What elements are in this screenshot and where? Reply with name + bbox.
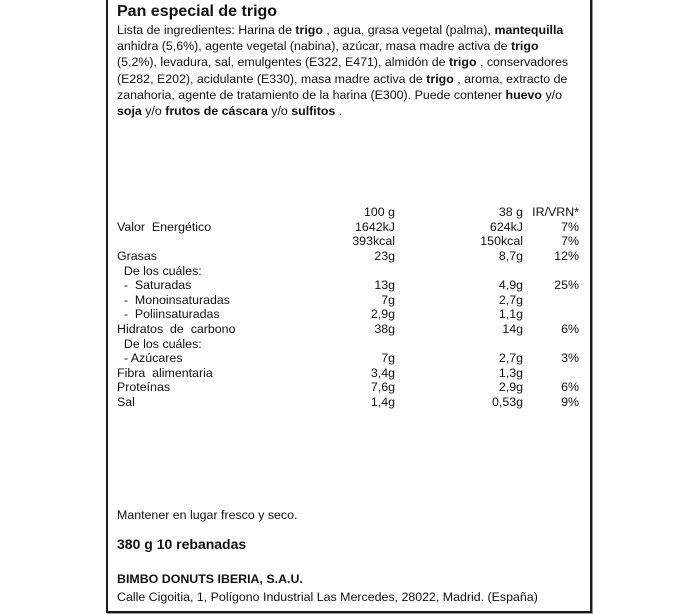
per-serving-value: 1,3g	[498, 365, 523, 380]
per-serving-value: 2,9g	[498, 380, 523, 395]
nutrition-row	[117, 380, 579, 395]
ir-vrn-header: IR/VRN*	[532, 205, 579, 220]
ingredient-text: , agua, grasa vegetal (palma),	[322, 23, 495, 37]
allergen-highlight: frutos de cáscara	[165, 104, 268, 119]
nutrition-row	[117, 395, 579, 410]
nutrition-table	[117, 205, 579, 409]
allergen-highlight: trigo	[426, 71, 454, 86]
nutrient-label: Fibra alimentaria	[117, 365, 213, 380]
ir-vrn-value: 6%	[561, 321, 579, 336]
ingredient-text: .	[335, 104, 343, 119]
ingredient-text: anhidra (5,6%), agente vegetal (nabina), azúcar, masa madre activa de	[117, 39, 511, 54]
nutrient-label: De los cuáles:	[117, 263, 202, 278]
ingredient-text: y/o	[267, 104, 292, 119]
nutrition-row	[117, 249, 579, 264]
ingredient-text: , aroma, extracto de zanahoria, agente de tratamiento de la harina (E300). Puede contener	[117, 71, 568, 102]
ingredient-text: , conservadores (E282, E202), acidulante (E330), masa madre activa de	[117, 55, 569, 86]
nutrition-header-label	[117, 205, 317, 220]
per-serving-value: 14g	[502, 321, 523, 336]
ir-vrn-value: 25%	[554, 278, 579, 293]
nutrient-label: - Saturadas	[117, 278, 192, 293]
per-100g-value: 23g	[374, 249, 395, 263]
nutrition-row	[117, 366, 579, 381]
allergen-highlight: huevo	[505, 87, 543, 102]
allergen-highlight: mantequilla	[494, 23, 564, 37]
nutrition-row	[117, 307, 579, 322]
per-serving-header: 38 g	[498, 205, 523, 220]
per-serving-value: 1,1g	[498, 307, 523, 322]
per-serving-value: 2,7g	[498, 351, 523, 366]
ingredient-text: (5,2%), levadura, sal, emulgentes (E322, E471), almidón de	[117, 55, 449, 70]
per-serving-value	[395, 337, 523, 352]
per-serving-value: 624kJ	[489, 219, 523, 234]
ir-vrn-value	[523, 307, 579, 322]
ir-vrn-value	[523, 366, 579, 381]
per-100g-value: 7g	[381, 292, 395, 307]
per-100g-value: 2,9g	[370, 307, 395, 322]
per-serving-value: 150kcal	[480, 234, 523, 249]
ir-vrn-value	[523, 337, 579, 352]
product-title: Pan especial de trigo	[117, 3, 278, 20]
per-100g-value: 393kcal	[352, 234, 395, 249]
nutrition-row	[117, 322, 579, 337]
nutrition-row	[117, 351, 579, 366]
ir-vrn-value: 9%	[561, 394, 579, 409]
nutrient-label: Sal	[117, 394, 135, 409]
ingredient-text: y/o	[141, 104, 166, 119]
nutrient-label: Valor Energético	[117, 219, 212, 234]
ir-vrn-value	[523, 264, 579, 279]
allergen-highlight: trigo	[295, 23, 323, 37]
per-100g-value: 7g	[381, 351, 395, 366]
nutrition-row	[117, 278, 579, 293]
per-100g-value: 7,6g	[370, 380, 395, 395]
product-label-panel	[106, 0, 592, 613]
allergen-highlight: trigo	[448, 55, 477, 70]
ir-vrn-value: 6%	[561, 380, 579, 395]
per-100g-value: 13g	[374, 278, 395, 293]
per-serving-value	[395, 264, 523, 279]
nutrition-row	[117, 234, 579, 249]
ingredients-list	[117, 22, 579, 119]
ir-vrn-value: 7%	[561, 234, 579, 249]
nutrient-label: Proteínas	[117, 380, 171, 395]
per-100g-value: 38g	[374, 321, 395, 336]
per-100g-value	[317, 264, 395, 279]
net-weight: 380 g 10 rebanadas	[117, 535, 247, 552]
per-100g-header: 100 g	[363, 205, 395, 220]
ir-vrn-value	[523, 293, 579, 308]
nutrient-label	[117, 234, 317, 249]
nutrient-label: - Monoinsaturadas	[117, 292, 230, 307]
nutrition-rows	[117, 220, 579, 410]
allergen-highlight: sulfitos	[291, 104, 336, 119]
nutrient-label: De los cuáles:	[117, 336, 202, 351]
company-address: Calle Cigoitia, 1, Polígono Industrial Las Mercedes, 28022, Madrid. (España)	[117, 589, 538, 604]
nutrition-row	[117, 220, 579, 235]
per-100g-value: 3,4g	[370, 365, 395, 380]
nutrition-row	[117, 264, 579, 279]
per-100g-value: 1642kJ	[355, 219, 395, 234]
ir-vrn-value: 3%	[561, 351, 579, 366]
per-100g-value	[317, 337, 395, 352]
nutrition-row	[117, 293, 579, 308]
ir-vrn-value: 7%	[561, 219, 579, 234]
per-serving-value: 8,7g	[498, 249, 523, 263]
storage-instructions: Mantener en lugar fresco y seco.	[117, 507, 298, 522]
nutrient-label: - Poliinsaturadas	[117, 307, 220, 322]
per-100g-value: 1,4g	[370, 394, 395, 409]
nutrient-label: - Azúcares	[117, 351, 183, 366]
allergen-highlight: soja	[117, 104, 142, 119]
nutrition-row	[117, 337, 579, 352]
per-serving-value: 4,9g	[498, 278, 523, 293]
company-name: BIMBO DONUTS IBERIA, S.A.U.	[117, 571, 303, 586]
ingredient-text: y/o	[542, 87, 562, 102]
nutrition-header-row	[117, 205, 579, 220]
per-serving-value: 0,53g	[491, 394, 523, 409]
ingredient-text: Lista de ingredientes: Harina de	[117, 23, 296, 37]
allergen-highlight: trigo	[510, 39, 539, 54]
nutrient-label: Grasas	[117, 249, 157, 263]
nutrient-label: Hidratos de carbono	[117, 321, 236, 336]
ir-vrn-value: 12%	[554, 249, 579, 263]
per-serving-value: 2,7g	[498, 292, 523, 307]
